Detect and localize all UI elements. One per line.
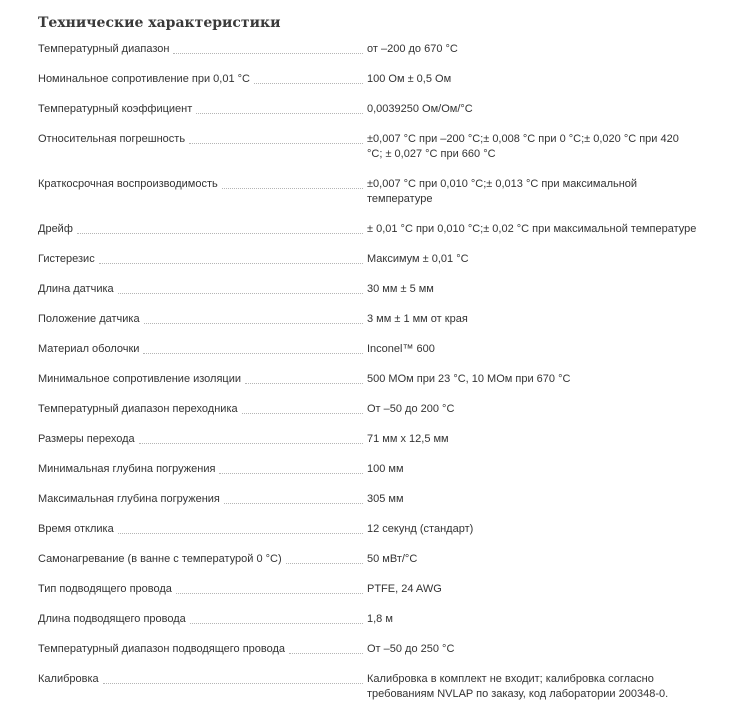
dotted-leader (173, 53, 363, 54)
dotted-leader (190, 623, 363, 624)
spec-label-cell (38, 222, 367, 237)
spec-row (38, 672, 702, 717)
spec-label: Максимальная глубина погружения (38, 493, 220, 505)
spec-value: Калибровка в комплект не входит; калибровка согласно требованиям NVLAP по заказу, код лаборатории 200348-0. (367, 673, 669, 700)
spec-label-cell (38, 432, 367, 447)
spec-label-cell (38, 492, 367, 507)
spec-value: От –50 до 200 °C (367, 403, 455, 415)
spec-row (38, 252, 702, 282)
spec-label-cell (38, 252, 367, 267)
spec-row (38, 612, 702, 642)
spec-label-cell (38, 402, 367, 417)
dotted-leader (286, 563, 363, 564)
spec-row (38, 432, 702, 462)
spec-row (38, 42, 702, 72)
dotted-leader (143, 353, 363, 354)
spec-row (38, 492, 702, 522)
spec-label: Минимальная глубина погружения (38, 463, 216, 475)
spec-label-cell (38, 342, 367, 357)
spec-label: Гистерезис (38, 253, 95, 265)
spec-value: 100 мм (367, 463, 404, 475)
spec-value: 500 МОм при 23 °C, 10 МОм при 670 °C (367, 373, 571, 385)
dotted-leader (77, 233, 363, 234)
spec-label: Калибровка (38, 673, 99, 685)
spec-label: Температурный диапазон переходника (38, 403, 238, 415)
dotted-leader (254, 83, 363, 84)
spec-row (38, 642, 702, 672)
spec-row (38, 402, 702, 432)
spec-label-cell (38, 672, 367, 687)
spec-label: Размеры перехода (38, 433, 135, 445)
dotted-leader (224, 503, 363, 504)
spec-label-cell (38, 312, 367, 327)
spec-list (38, 42, 702, 717)
spec-row (38, 552, 702, 582)
dotted-leader (222, 188, 363, 189)
dotted-leader (219, 473, 363, 474)
spec-value: 100 Ом ± 0,5 Ом (367, 73, 452, 85)
spec-value: 1,8 м (367, 613, 393, 625)
dotted-leader (99, 263, 363, 264)
dotted-leader (289, 653, 363, 654)
spec-label-cell (38, 177, 367, 192)
spec-value: ±0,007 °C при 0,010 °C;± 0,013 °C при максимальной температуре (367, 178, 638, 205)
spec-row (38, 372, 702, 402)
spec-label-cell (38, 582, 367, 597)
spec-label: Дрейф (38, 223, 73, 235)
spec-label-cell (38, 522, 367, 537)
spec-label-cell (38, 552, 367, 567)
spec-value: 12 секунд (стандарт) (367, 523, 474, 535)
spec-value: 3 мм ± 1 мм от края (367, 313, 468, 325)
dotted-leader (139, 443, 363, 444)
spec-value: от –200 до 670 °C (367, 43, 458, 55)
spec-label-cell (38, 642, 367, 657)
dotted-leader (103, 683, 363, 684)
spec-label-cell (38, 102, 367, 117)
spec-row (38, 462, 702, 492)
spec-row (38, 222, 702, 252)
spec-row (38, 582, 702, 612)
spec-label: Тип подводящего провода (38, 583, 172, 595)
dotted-leader (189, 143, 363, 144)
spec-label-cell (38, 132, 367, 147)
dotted-leader (144, 323, 363, 324)
spec-label-cell (38, 282, 367, 297)
spec-value: 0,0039250 Ом/Ом/°C (367, 103, 473, 115)
spec-value: Inconel™ 600 (367, 343, 435, 355)
spec-value: ± 0,01 °C при 0,010 °C;± 0,02 °C при максимальной температуре (367, 223, 697, 235)
dotted-leader (176, 593, 363, 594)
dotted-leader (196, 113, 363, 114)
spec-label: Положение датчика (38, 313, 140, 325)
spec-value: 71 мм x 12,5 мм (367, 433, 449, 445)
spec-value: 50 мВт/°C (367, 553, 418, 565)
spec-value: От –50 до 250 °C (367, 643, 455, 655)
spec-row (38, 342, 702, 372)
spec-row (38, 522, 702, 552)
spec-value: PTFE, 24 AWG (367, 583, 442, 595)
spec-row (38, 72, 702, 102)
spec-label: Номинальное сопротивление при 0,01 °C (38, 73, 250, 85)
spec-row (38, 282, 702, 312)
spec-label: Длина подводящего провода (38, 613, 186, 625)
spec-value: Максимум ± 0,01 °C (367, 253, 469, 265)
spec-row (38, 132, 702, 177)
section-title: Технические характеристики (38, 15, 281, 31)
dotted-leader (118, 293, 363, 294)
spec-label: Краткосрочная воспроизводимость (38, 178, 218, 190)
spec-label: Материал оболочки (38, 343, 140, 355)
spec-label-cell (38, 462, 367, 477)
spec-value: 305 мм (367, 493, 404, 505)
spec-label: Температурный коэффициент (38, 103, 193, 115)
spec-label: Самонагревание (в ванне с температурой 0 °C) (38, 553, 282, 565)
spec-label: Длина датчика (38, 283, 114, 295)
spec-label: Время отклика (38, 523, 114, 535)
spec-value: 30 мм ± 5 мм (367, 283, 434, 295)
spec-label: Температурный диапазон (38, 43, 170, 55)
spec-row (38, 177, 702, 222)
spec-label-cell (38, 612, 367, 627)
spec-label-cell (38, 42, 367, 57)
dotted-leader (118, 533, 363, 534)
spec-label-cell (38, 372, 367, 387)
spec-label: Минимальное сопротивление изоляции (38, 373, 242, 385)
dotted-leader (245, 383, 363, 384)
spec-row (38, 102, 702, 132)
dotted-leader (242, 413, 363, 414)
spec-label: Относительная погрешность (38, 133, 186, 145)
spec-label-cell (38, 72, 367, 87)
spec-label: Температурный диапазон подводящего провода (38, 643, 286, 655)
spec-row (38, 312, 702, 342)
spec-value: ±0,007 °C при –200 °C;± 0,008 °C при 0 °C;± 0,020 °C при 420 °C; ± 0,027 °C при 660 °C (367, 133, 679, 160)
